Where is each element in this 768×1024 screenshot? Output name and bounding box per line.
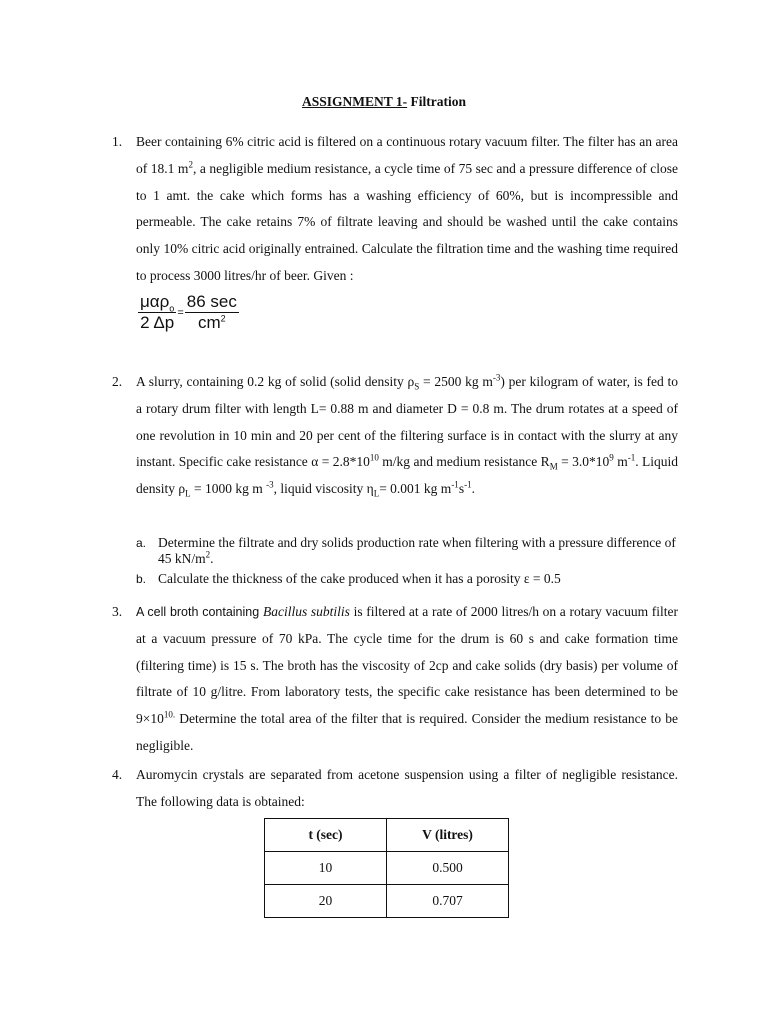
question-1	[112, 129, 678, 290]
formula-superscript: 2	[220, 313, 226, 324]
question-text	[136, 129, 678, 290]
question-4	[112, 762, 678, 816]
superscript: 2	[188, 159, 193, 170]
superscript: 10.	[163, 709, 176, 720]
subscript: S	[414, 381, 420, 392]
text-run: . Liquid density ρ	[136, 454, 678, 497]
part-text	[158, 535, 676, 567]
table-cell: 0.500	[387, 852, 509, 885]
text-run: Beer containing 6% citric acid is filtered on a continuous rotary vacuum filter. The filter has an area of 18.1 m	[136, 134, 678, 176]
text-run: = 0.001 kg m	[379, 481, 452, 497]
formula-rhs	[185, 292, 239, 333]
formula-subscript: o	[169, 303, 175, 314]
formula-lhs	[138, 292, 176, 333]
table-cell: 10	[265, 852, 387, 885]
part-label: b.	[136, 572, 147, 586]
text-run: , liquid viscosity η	[273, 481, 374, 497]
question-number: 2.	[112, 374, 123, 389]
question-number: 3.	[112, 604, 123, 619]
table-header-row	[265, 819, 509, 852]
question-text	[136, 369, 678, 503]
question-number: 4.	[112, 767, 123, 782]
subscript: M	[549, 462, 558, 473]
title-underlined: ASSIGNMENT 1-	[301, 94, 408, 109]
question-2-part-a	[136, 535, 676, 567]
text-run: Determine the total area of the filter that is required. Consider the medium resistance to be negligible.	[136, 711, 678, 753]
table-row	[265, 852, 509, 885]
question-3	[112, 599, 678, 760]
table-header-cell: V (litres)	[387, 819, 509, 852]
text-run: is filtered at a rate of 2000 litres/h on a rotary vacuum filter at a vacuum pressure of 70 kPa. The cycle time for the drum is 60 s and cake formation time (filtering time) is 15 s. The broth has the viscosity of 2cp and cake solids (dry basis) per volume of filtrate of 10 g/litre. From laboratory tests, the specific cake resistance has been determined to be 9×10	[136, 604, 679, 727]
table-cell: 20	[265, 885, 387, 918]
formula-rhs-numerator: 86 sec	[186, 292, 237, 311]
superscript: -3	[492, 372, 501, 383]
question-text	[136, 599, 678, 760]
title-rest: Filtration	[407, 94, 467, 109]
superscript: -1	[451, 479, 459, 490]
text-run: A cell broth containing	[136, 605, 263, 619]
formula-lhs-denominator: 2 Δp	[140, 313, 175, 332]
given-formula	[138, 292, 239, 333]
part-text: Calculate the thickness of the cake produced when it has a porosity ε = 0.5	[158, 571, 561, 586]
formula-lhs-numerator: μαρ	[140, 292, 170, 311]
subscript: L	[185, 488, 191, 499]
superscript: -1	[464, 479, 472, 490]
table-cell: 0.707	[387, 885, 509, 918]
text-run: , a negligible medium resistance, a cycle time of 75 sec and a pressure difference of close to 1 amt. the cake which forms has a washing efficiency of 60%, but is incompressible and permeable. The cake retains 7% of filtrate leaving and should be washed until the cake contains only 10% citric acid originally entrained. Calculate the filtration time and the washing time required to process 3000 litres/hr of beer. Given :	[136, 160, 678, 283]
text-run: m	[613, 454, 628, 470]
text-run: .	[210, 551, 214, 566]
superscript: -3	[266, 479, 274, 490]
subscript: L	[373, 488, 380, 499]
text-run: A slurry, containing 0.2 kg of solid (solid density ρ	[136, 374, 415, 389]
italic-organism-name: Bacillus subtilis	[262, 604, 350, 619]
data-table	[264, 818, 509, 918]
question-number: 1.	[112, 134, 123, 149]
text-run: s	[458, 481, 465, 497]
superscript: 9	[609, 452, 614, 463]
formula-rhs-denominator: cm	[197, 313, 221, 332]
superscript: 10	[369, 452, 379, 463]
question-2-part-b	[136, 571, 676, 587]
text-run: m/kg and medium resistance R	[378, 454, 550, 470]
part-label: a.	[136, 536, 147, 550]
superscript: -1	[627, 452, 636, 463]
formula-equals: =	[177, 306, 184, 319]
question-2	[112, 369, 678, 503]
text-run: = 3.0*10	[557, 454, 610, 470]
text-run: Determine the filtrate and dry solids production rate when filtering with a pressure difference of 45 kN/m	[158, 535, 676, 566]
text-run: = 1000 kg m	[190, 481, 267, 497]
table-header-cell: t (sec)	[265, 819, 387, 852]
text-run: ) per kilogram of water, is fed to a rotary drum filter with length L= 0.88 m and diameter D = 0.8 m. The drum rotates at a speed of one revolution in 10 min and 20 per cent of the filtering surface is in contact with the slurry at any instant. Specific cake resistance α = 2.8*10	[136, 374, 678, 470]
text-run: .	[471, 481, 475, 497]
superscript: 2	[205, 549, 211, 560]
table-row	[265, 885, 509, 918]
question-text: Auromycin crystals are separated from acetone suspension using a filter of negligible resistance. The following data is obtained:	[136, 767, 678, 809]
page-title	[0, 94, 768, 110]
text-run: = 2500 kg m	[419, 374, 493, 389]
